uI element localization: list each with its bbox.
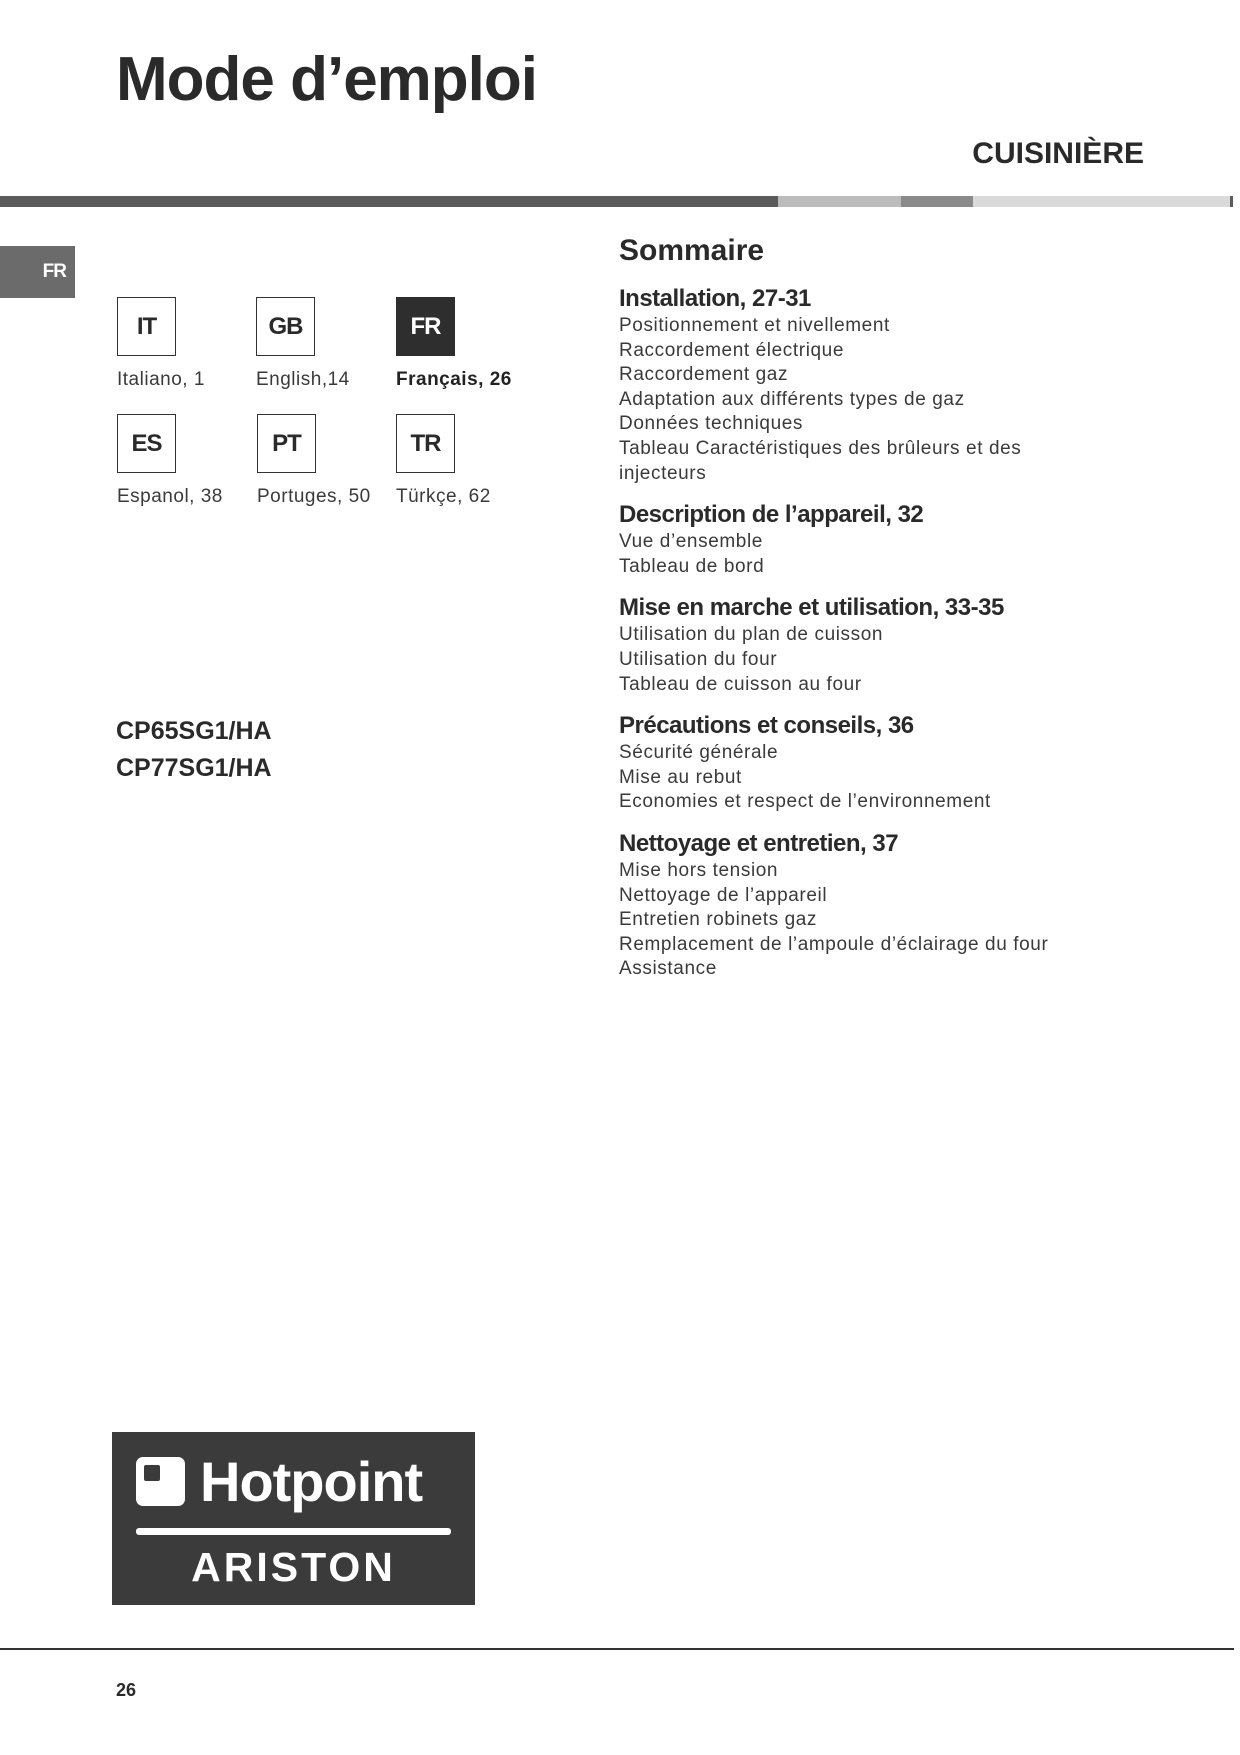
toc-section-heading[interactable]: Nettoyage et entretien, 37 [619, 829, 899, 857]
toc-section-heading[interactable]: Mise en marche et utilisation, 33-35 [619, 594, 1004, 622]
toc-item[interactable]: Mise au rebut [619, 766, 742, 788]
brand-mark-icon [136, 1457, 185, 1506]
toc-item[interactable]: Assistance [619, 958, 717, 980]
toc-item[interactable]: Adaptation aux différents types de gaz [619, 388, 965, 410]
product-category: CUISINIÈRE [972, 137, 1144, 170]
model-list [116, 713, 272, 787]
header-divider-segment [0, 196, 778, 207]
language-item-it[interactable] [117, 297, 267, 391]
language-item-tr[interactable] [396, 414, 546, 508]
model-number: CP77SG1/HA [116, 754, 272, 782]
language-label: Türkçe, 62 [396, 486, 491, 507]
language-code-box: IT [117, 297, 176, 356]
toc-item[interactable]: Données techniques [619, 413, 804, 435]
toc-section-installation [619, 284, 1179, 486]
language-label: Italiano, 1 [117, 369, 205, 390]
language-label-active: Français, 26 [396, 369, 512, 390]
toc-item[interactable]: Nettoyage de l’appareil [619, 884, 828, 906]
toc-item[interactable]: Raccordement gaz [619, 364, 789, 386]
header-divider-segment [778, 196, 901, 207]
toc-section-usage [619, 593, 1179, 697]
language-item-es[interactable] [117, 414, 267, 508]
toc-item[interactable]: Mise hors tension [619, 859, 779, 881]
toc-item[interactable]: Tableau de cuisson au four [619, 673, 862, 695]
toc-item[interactable]: Economies et respect de l’environnement [619, 791, 991, 813]
page-number: 26 [116, 1680, 137, 1700]
footer-divider [0, 1648, 1234, 1650]
toc-item[interactable]: Vue d’ensemble [619, 531, 763, 553]
page-title: Mode d’emploi [116, 45, 537, 114]
language-code-box: ES [117, 414, 176, 473]
toc-item[interactable]: Tableau de bord [619, 555, 765, 577]
toc-item[interactable]: injecteurs [619, 462, 707, 484]
header-divider-segment [973, 196, 1230, 207]
toc-item[interactable]: Tableau Caractéristiques des brûleurs et des [619, 437, 1022, 459]
toc-item[interactable]: Utilisation du four [619, 648, 778, 670]
language-label: English,14 [256, 369, 350, 390]
toc-item[interactable]: Utilisation du plan de cuisson [619, 624, 884, 646]
toc-section-heading[interactable]: Précautions et conseils, 36 [619, 712, 914, 740]
toc-section-maintenance [619, 829, 1179, 982]
toc-section-heading[interactable]: Installation, 27-31 [619, 285, 811, 312]
brand-mark-dot [144, 1465, 160, 1481]
header-divider-segment [901, 196, 973, 207]
toc-section-heading[interactable]: Description de l’appareil, 32 [619, 501, 924, 529]
toc-item[interactable]: Raccordement électrique [619, 339, 845, 361]
toc-item[interactable]: Sécurité générale [619, 742, 779, 764]
logo-divider [136, 1528, 451, 1535]
toc-title: Sommaire [619, 234, 765, 267]
toc-item[interactable]: Remplacement de l’ampoule d’éclairage du four [619, 933, 1049, 955]
hotpoint-ariston-logo [112, 1432, 475, 1605]
logo-brand-name: Hotpoint [200, 1450, 423, 1513]
language-label: Portuges, 50 [257, 486, 371, 507]
logo-sub-brand: ARISTON [191, 1544, 396, 1590]
toc-section-precautions [619, 711, 1179, 815]
language-item-fr[interactable] [396, 297, 546, 391]
language-label: Espanol, 38 [117, 486, 223, 507]
table-of-contents [619, 234, 1179, 996]
model-number: CP65SG1/HA [116, 717, 272, 745]
language-item-pt[interactable] [257, 414, 407, 508]
toc-section-description [619, 500, 1179, 579]
language-code-box: TR [396, 414, 455, 473]
language-code-box: PT [257, 414, 316, 473]
language-item-gb[interactable] [256, 297, 406, 391]
toc-item[interactable]: Entretien robinets gaz [619, 909, 818, 931]
language-code-box-active: FR [396, 297, 455, 356]
toc-item[interactable]: Positionnement et nivellement [619, 315, 890, 336]
language-side-tab: FR [0, 246, 75, 298]
header-divider-end [1230, 196, 1233, 207]
language-code-box: GB [256, 297, 315, 356]
